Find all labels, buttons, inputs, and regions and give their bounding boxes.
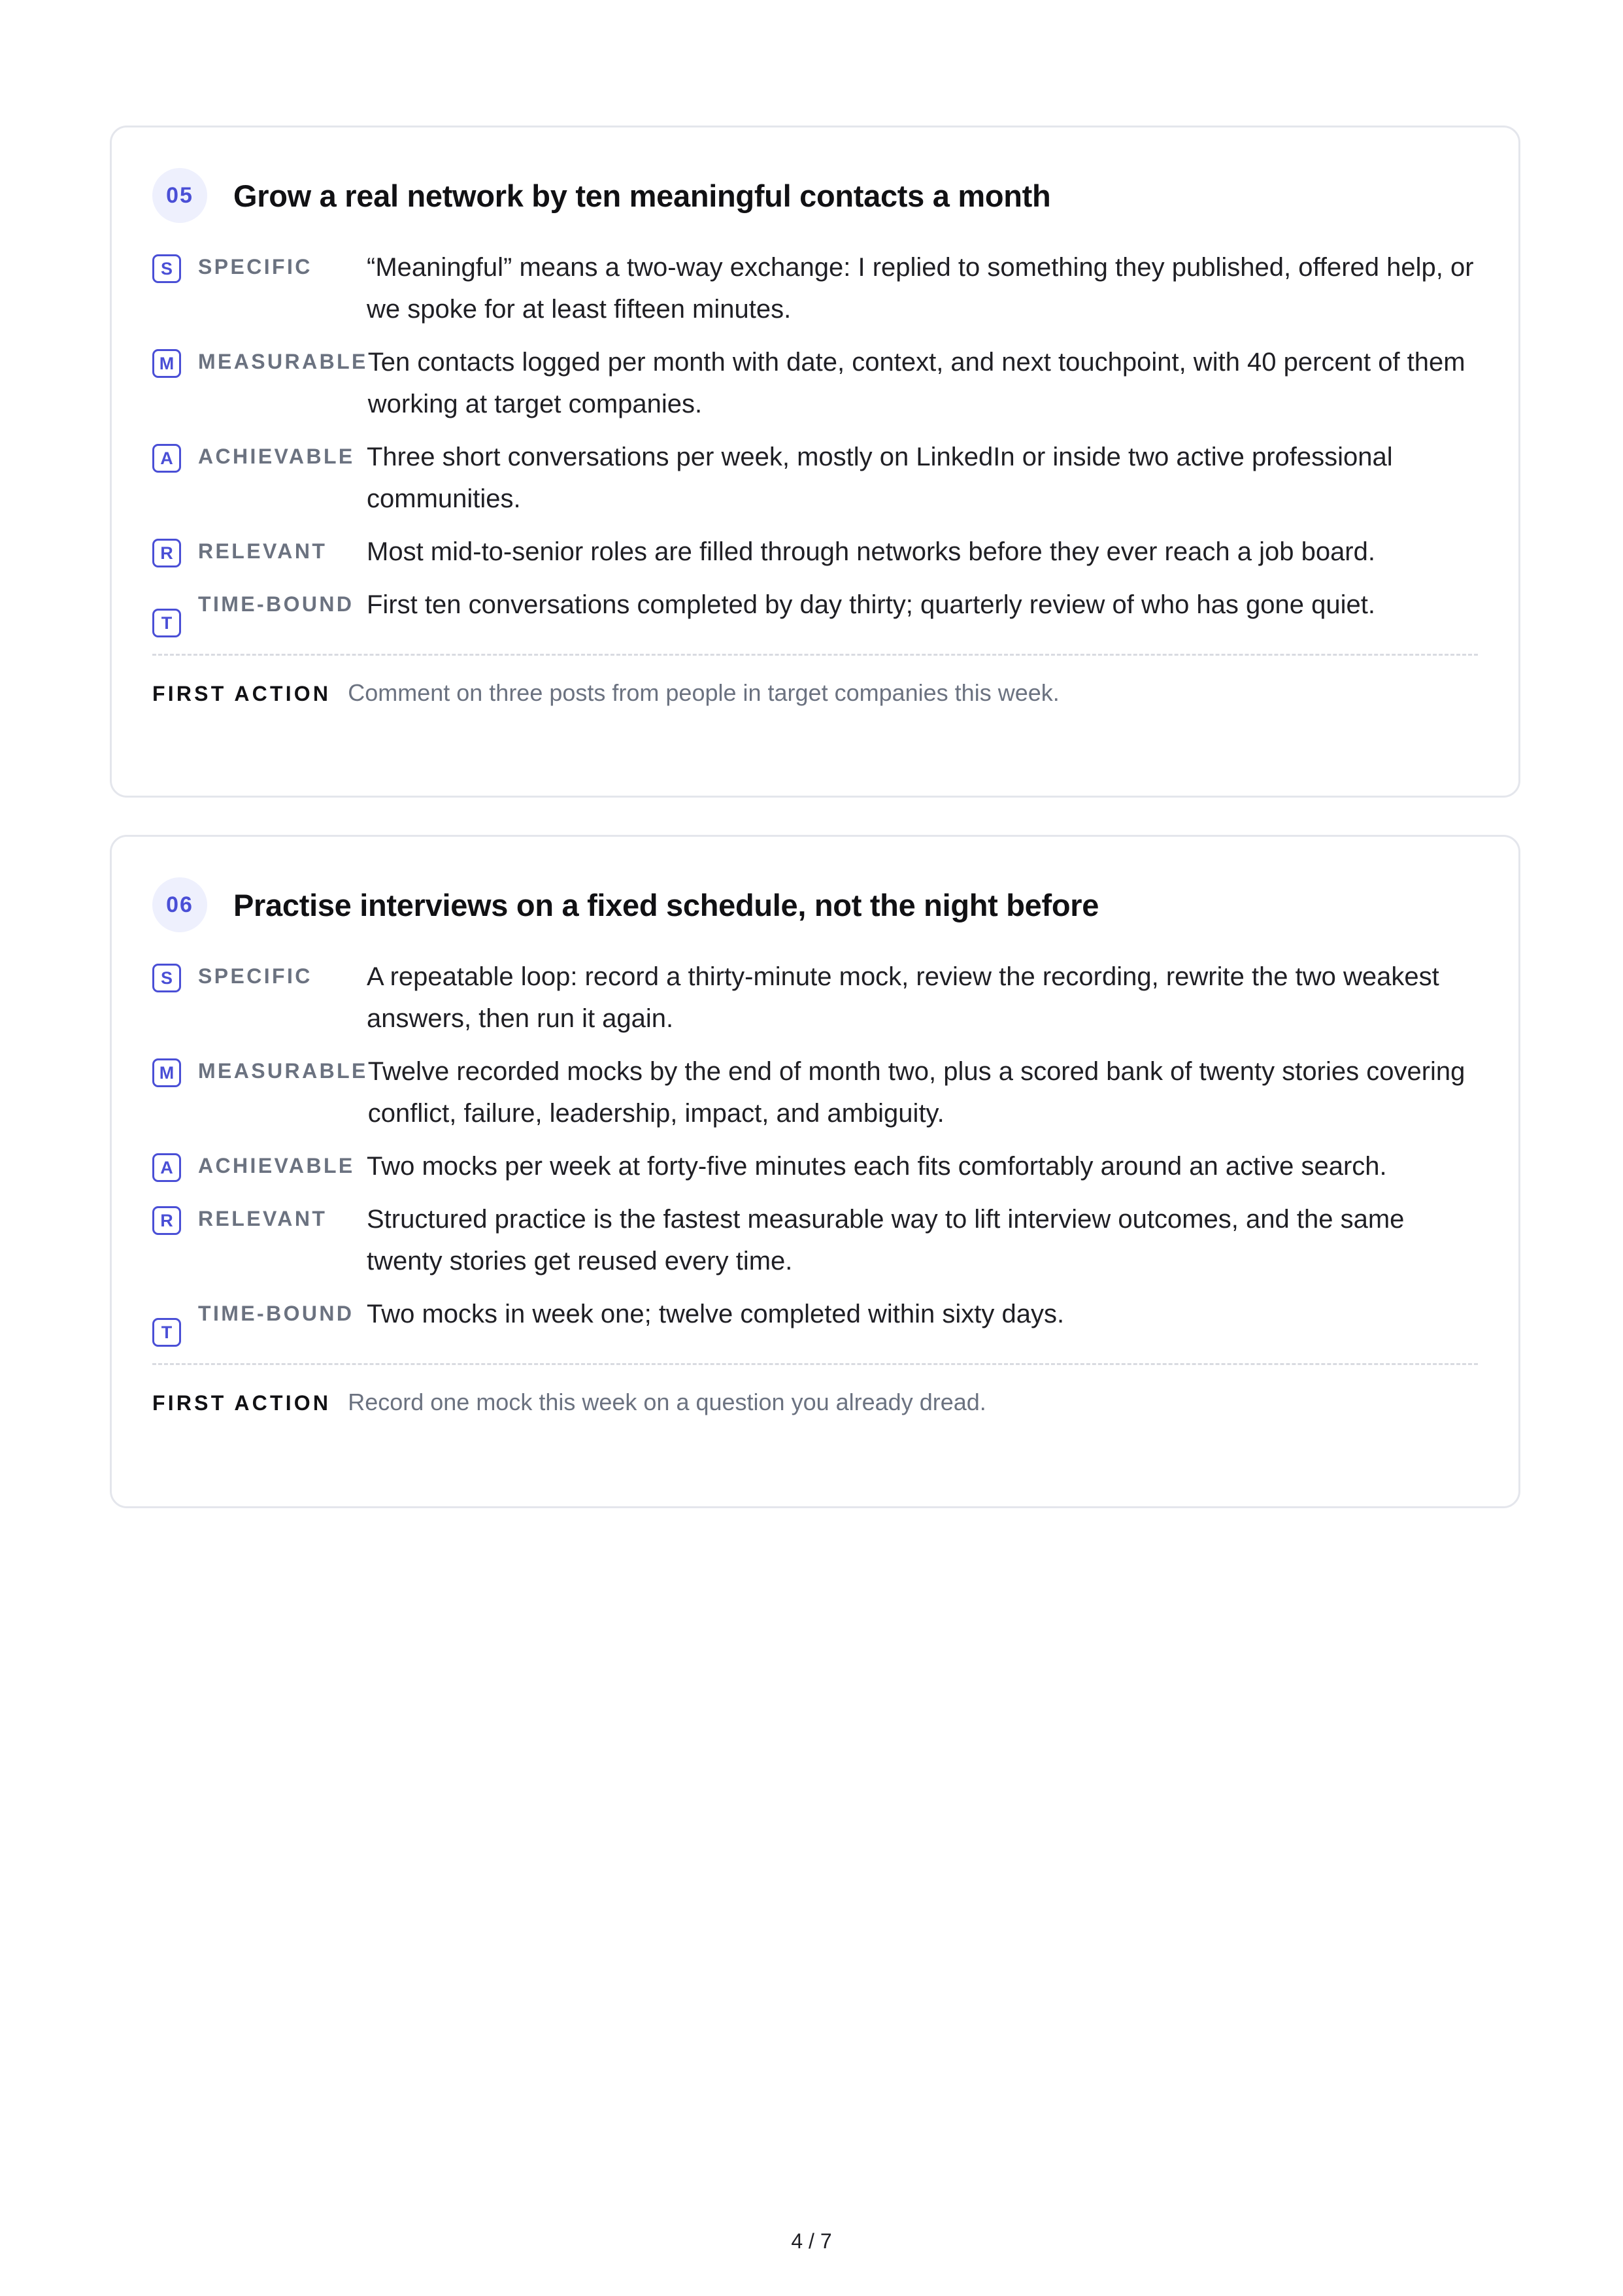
criterion-letter-badge: R <box>152 1206 181 1235</box>
criterion-label: SPECIFIC <box>198 964 312 988</box>
dashed-divider <box>152 1363 1478 1365</box>
criterion-time-bound <box>152 589 1478 637</box>
criterion-text: Two mocks in week one; twelve completed within sixty days. <box>367 1300 1065 1328</box>
criterion-measurable <box>152 1056 1478 1134</box>
criterion-label: RELEVANT <box>198 539 327 563</box>
goal-header <box>152 877 1478 932</box>
criterion-text: Three short conversations per week, mostly on LinkedIn or inside two active professional communities. <box>367 443 1393 513</box>
first-action-label: FIRST ACTION <box>152 1391 331 1415</box>
criterion-letter-badge: R <box>152 539 181 567</box>
goal-card <box>110 126 1520 798</box>
smart-criteria-list <box>152 961 1478 1347</box>
goal-number-badge: 06 <box>152 877 207 932</box>
criterion-time-bound <box>152 1298 1478 1347</box>
smart-criteria-list <box>152 252 1478 637</box>
criterion-text: Structured practice is the fastest measurable way to lift interview outcomes, and the same twenty stories get reused every time. <box>367 1205 1405 1275</box>
criterion-text: “Meaningful” means a two-way exchange: I replied to something they published, offered help, or we spoke for at least fifteen minutes. <box>367 253 1474 324</box>
criterion-achievable <box>152 1151 1478 1187</box>
first-action-text: Record one mock this week on a question you already dread. <box>348 1389 986 1415</box>
dashed-divider <box>152 654 1478 656</box>
criterion-label: MEASURABLE <box>198 350 368 373</box>
criterion-relevant <box>152 1204 1478 1282</box>
criterion-letter-badge: T <box>152 1318 181 1347</box>
page-number: 4 / 7 <box>791 2229 832 2253</box>
criterion-letter-badge: T <box>152 609 181 637</box>
criterion-letter-badge: S <box>152 964 181 992</box>
first-action <box>152 679 1478 707</box>
goal-card <box>110 835 1520 1508</box>
criterion-text: A repeatable loop: record a thirty-minute mock, review the recording, rewrite the two weakest answers, then run it again. <box>367 962 1439 1033</box>
criterion-label: ACHIEVABLE <box>198 445 355 468</box>
goal-header <box>152 168 1478 223</box>
criterion-specific <box>152 252 1478 330</box>
goal-title: Grow a real network by ten meaningful contacts a month <box>233 178 1051 213</box>
first-action <box>152 1389 1478 1416</box>
criterion-measurable <box>152 346 1478 425</box>
criterion-label: TIME-BOUND <box>198 1302 354 1325</box>
criterion-text: Two mocks per week at forty-five minutes each fits comfortably around an active search. <box>367 1152 1387 1181</box>
criterion-specific <box>152 961 1478 1039</box>
first-action-text: Comment on three posts from people in target companies this week. <box>348 679 1060 706</box>
criterion-letter-badge: A <box>152 1153 181 1182</box>
goal-number-badge: 05 <box>152 168 207 223</box>
criterion-text: Twelve recorded mocks by the end of month two, plus a scored bank of twenty stories covering conflict, failure, leadership, impact, and ambiguity. <box>367 1057 1465 1128</box>
first-action-label: FIRST ACTION <box>152 682 331 705</box>
criterion-relevant <box>152 536 1478 573</box>
criterion-label: MEASURABLE <box>198 1059 368 1083</box>
criterion-text: Ten contacts logged per month with date, context, and next touchpoint, with 40 percent of them working at target companies. <box>367 348 1465 418</box>
criterion-text: First ten conversations completed by day thirty; quarterly review of who has gone quiet. <box>367 590 1375 619</box>
criterion-letter-badge: M <box>152 1058 181 1087</box>
criterion-letter-badge: M <box>152 349 181 378</box>
criterion-text: Most mid-to-senior roles are filled through networks before they ever reach a job board. <box>367 537 1375 566</box>
criterion-letter-badge: S <box>152 254 181 283</box>
criterion-label: SPECIFIC <box>198 255 312 279</box>
criterion-letter-badge: A <box>152 444 181 473</box>
goal-title: Practise interviews on a fixed schedule, not the night before <box>233 887 1099 922</box>
criterion-label: TIME-BOUND <box>198 592 354 616</box>
criterion-label: ACHIEVABLE <box>198 1154 355 1177</box>
criterion-achievable <box>152 441 1478 520</box>
criterion-label: RELEVANT <box>198 1207 327 1230</box>
